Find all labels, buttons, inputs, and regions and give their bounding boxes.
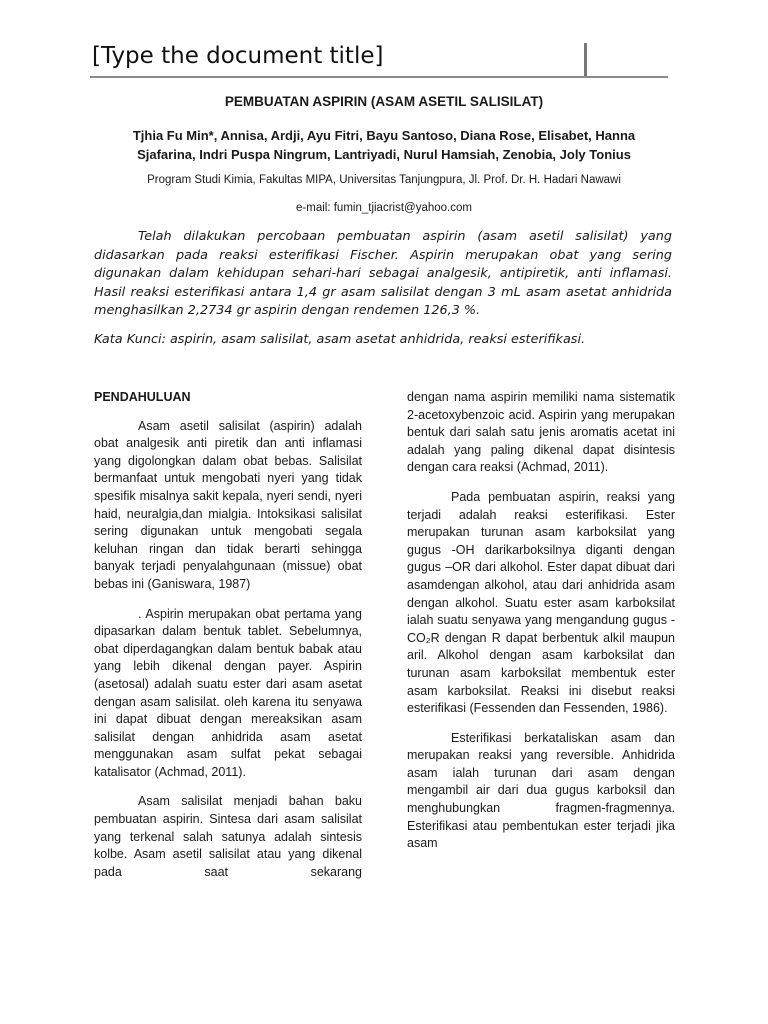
- paper-title: PEMBUATAN ASPIRIN (ASAM ASETIL SALISILAT): [224, 94, 544, 109]
- header-rule: [90, 76, 668, 78]
- paragraph: . Aspirin merupakan obat pertama yang dipasarkan dalam bentuk tablet. Sebelumnya, obat diperdagangkan dalam bentuk babak atau yang lebih dikenal dengan payer. Aspirin (asetosal) adalah suatu ester dari asam asetat dengan asam salisilat. oleh karena itu senyawa ini dapat dibuat dengan mereaksikan asam salisilat dengan anhidrida asam asetat menggunakan asam sulfat pekat sebagai katalisator (Achmad, 2011).: [94, 606, 362, 779]
- authors-line-1: Tjhia Fu Min*, Annisa, Ardji, Ayu Fitri, Bayu Santoso, Diana Rose, Elisabet, Hanna: [132, 128, 636, 143]
- abstract: [94, 228, 672, 321]
- section-heading: PENDAHULUAN: [94, 390, 191, 404]
- affiliation: Program Studi Kimia, Fakultas MIPA, Universitas Tanjungpura, Jl. Prof. Dr. H. Hadari Nawawi: [147, 174, 621, 186]
- header-vertical-bar: [584, 43, 587, 78]
- paragraph: Esterifikasi berkataliskan asam dan merupakan reaksi yang reversible. Anhidrida asam ialah turunan dari asam dengan mengambil air dari dua gugus karboksil dan menghubungkan fragmen-fragmennya. Esterifikasi atau pembentukan ester terjadi jika asam: [407, 730, 675, 851]
- paragraph: Asam asetil salisilat (aspirin) adalah obat analgesik anti piretik dan anti inflamasi yang digolongkan dalam obat bebas. Salisilat bermanfaat untuk mengobati nyeri yang tidak spesifik misalnya sakit kepala, nyeri sendi, nyeri haid, neuralgia,dan mialgia. Intoksikasi salisilat sering digunakan untuk mengobati segala keluhan ringan dan tidak berarti sehingga banyak terjadi penyalahgunaan (missue) obat bebas ini (Ganiswara, 1987): [94, 418, 362, 591]
- paragraph: Pada pembuatan aspirin, reaksi yang terjadi adalah reaksi esterifikasi. Ester merupakan turunan asam karboksilat yang gugus -OH darikarboksilnya diganti dengan gugus –OR dari alkohol. Ester dapat dibuat dari asamdengan alkohol, atau dari anhidrida asam dengan alkohol. Suatu ester asam karboksilat ialah suatu senyawa yang mengandung gugus -CO₂R dengan R dapat berbentuk alkil maupun aril. Alkohol dengan asam karboksilat dan turunan asam karboksilat membentuk ester asam karboksilat. Reaksi ini disebut reaksi esterifikasi (Fessenden dan Fessenden, 1986).: [407, 489, 675, 716]
- left-column: [94, 389, 362, 893]
- author-list: [100, 126, 668, 164]
- email-address: e-mail: fumin_tjiacrist@yahoo.com: [296, 202, 472, 214]
- paragraph: dengan nama aspirin memiliki nama sistematik 2-acetoxybenzoic acid. Aspirin yang merupakan bentuk dari salah satu jenis aromatis acetat ini adalah yang paling dikenal dapat disintesis dengan cara reaksi (Achmad, 2011).: [407, 390, 675, 475]
- authors-line-2: Sjafarina, Indri Puspa Ningrum, Lantriyadi, Nurul Hamsiah, Zenobia, Joly Tonius: [137, 147, 631, 162]
- abstract-text: Telah dilakukan percobaan pembuatan aspirin (asam asetil salisilat) yang didasarkan pada reaksi esterifikasi Fischer. Aspirin merupakan obat yang sering digunakan dalam kehidupan sehari-hari sebagai analgesik, antipiretik, anti inflamasi. Hasil reaksi esterifikasi antara 1,4 gr asam salisilat dengan 3 mL asam asetat anhidrida menghasilkan 2,2734 gr aspirin dengan rendemen 126,3 %.: [94, 229, 672, 318]
- document-title-placeholder[interactable]: [Type the document title]: [92, 43, 384, 69]
- keywords: Kata Kunci: aspirin, asam salisilat, asam asetat anhidrida, reaksi esterifikasi.: [94, 332, 586, 347]
- right-column: [407, 389, 675, 865]
- paragraph: Asam salisilat menjadi bahan baku pembuatan aspirin. Sintesa dari asam salisilat yang terkenal salah satunya adalah sintesis kolbe. Asam asetil salisilat atau yang dikenal pada saat sekarang: [94, 794, 362, 879]
